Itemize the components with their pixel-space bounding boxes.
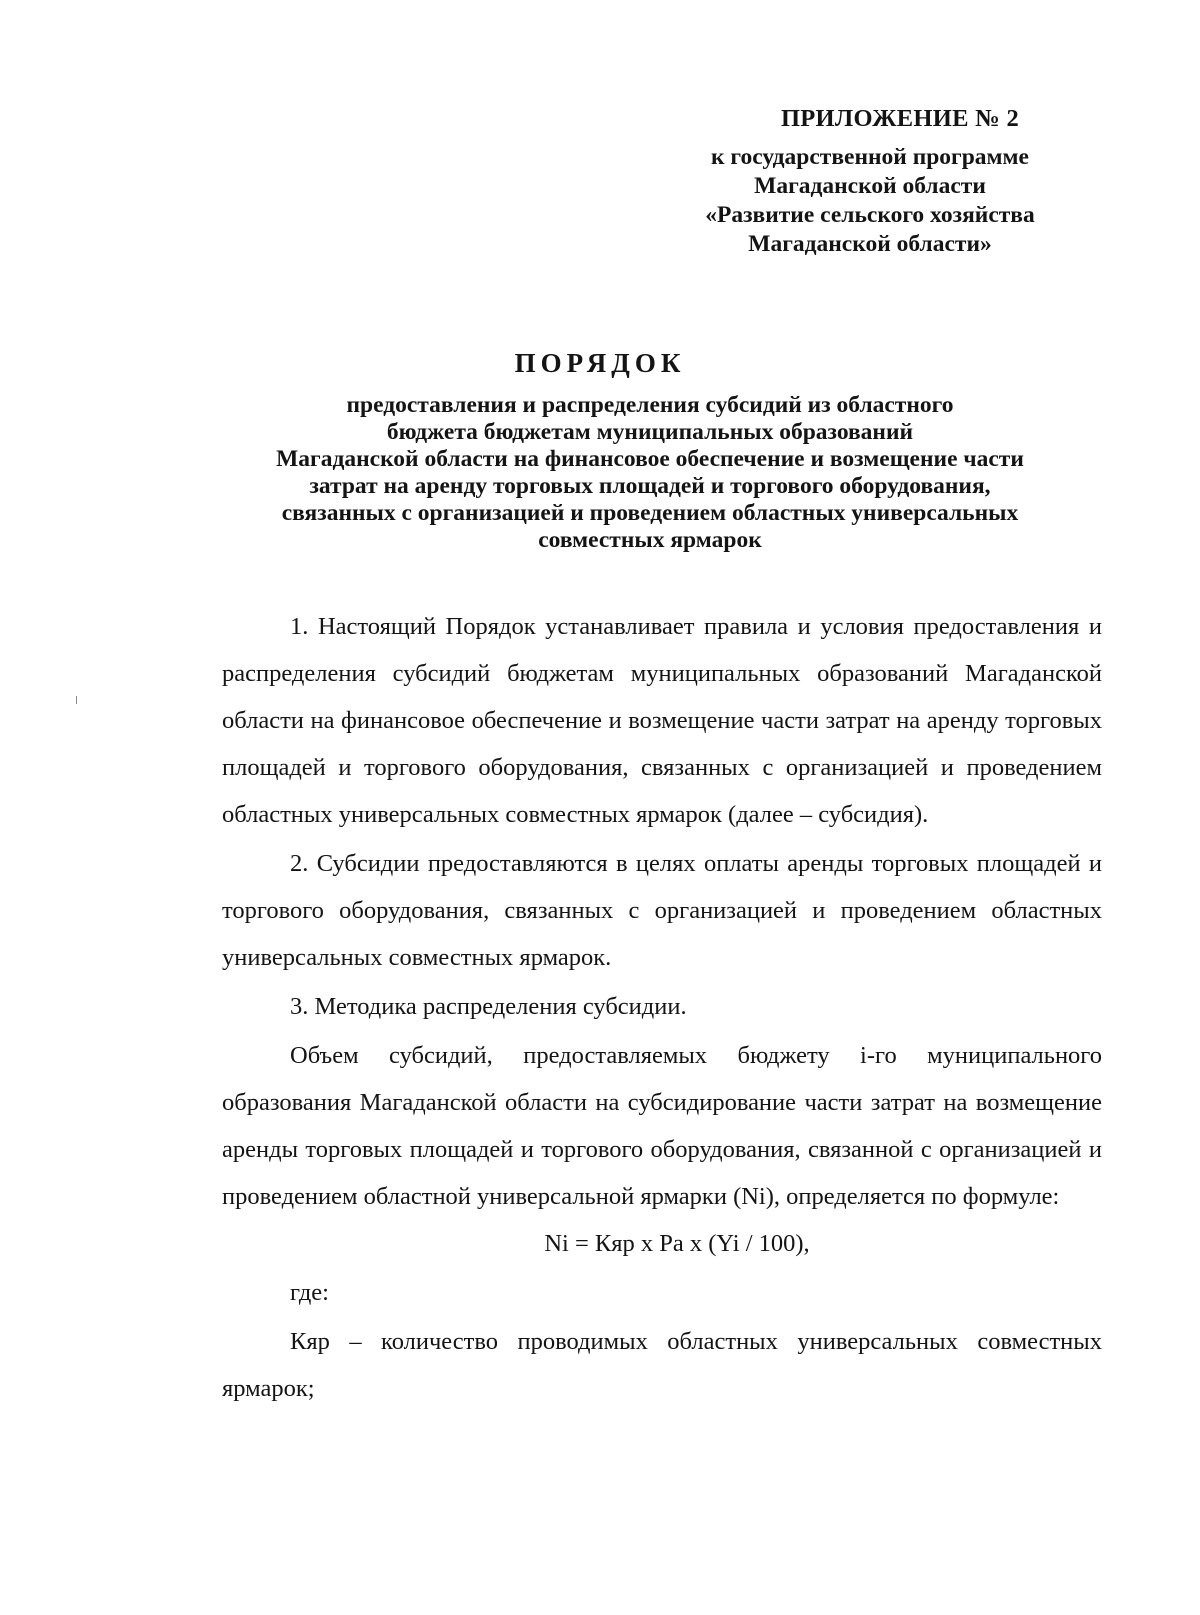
subtitle-line: связанных с организацией и проведением областных универсальных	[281, 500, 1019, 526]
paragraph-3: 3. Методика распределения субсидии.	[290, 993, 687, 1020]
appendix-header	[660, 104, 1080, 259]
where-label: где:	[290, 1279, 329, 1306]
document-body	[222, 603, 1102, 1412]
paragraph-1: 1. Настоящий Порядок устанавливает правила и условия предоставления и распределения субсидий бюджетам муниципальных образований Магаданской области на финансовое обеспечение и возмещение части затрат на аренду торговых площадей и торгового оборудования, связанных с организацией и проведением областных универсальных совместных ярмарок (далее – субсидия).	[222, 613, 1102, 828]
paragraph-2: 2. Субсидии предоставляются в целях оплаты аренды торговых площадей и торгового оборудования, связанных с организацией и проведением областных универсальных совместных ярмарок.	[222, 850, 1102, 971]
appendix-line: Магаданской области»	[748, 231, 992, 257]
appendix-line: «Развитие сельского хозяйства	[705, 202, 1035, 228]
paragraph-4: Объем субсидий, предоставляемых бюджету i-го муниципального образования Магаданской области на субсидирование части затрат на возмещение аренды торговых площадей и торгового оборудования, связанной с организацией и проведением областной универсальной ярмарки (Ni), определяется по формуле:	[222, 1042, 1102, 1210]
subtitle-line: затрат на аренду торговых площадей и торгового оборудования,	[309, 473, 991, 499]
appendix-line: Магаданской области	[754, 173, 986, 199]
document-subtitle	[210, 392, 1090, 554]
document-title: ПОРЯДОК	[514, 348, 686, 378]
scan-artifact	[76, 696, 77, 704]
appendix-title: ПРИЛОЖЕНИЕ № 2	[780, 105, 1020, 132]
subtitle-line: предоставления и распределения субсидий из областного	[346, 392, 954, 418]
subtitle-line: Магаданской области на финансовое обеспечение и возмещение части	[276, 446, 1024, 472]
subtitle-line: совместных ярмарок	[538, 527, 762, 553]
definition-kyar: Кяр – количество проводимых областных универсальных совместных ярмарок;	[222, 1328, 1102, 1402]
formula: Ni = Кяр х Ра х (Yi / 100),	[544, 1230, 810, 1257]
appendix-line: к государственной программе	[711, 144, 1029, 170]
subtitle-line: бюджета бюджетам муниципальных образований	[386, 419, 914, 445]
